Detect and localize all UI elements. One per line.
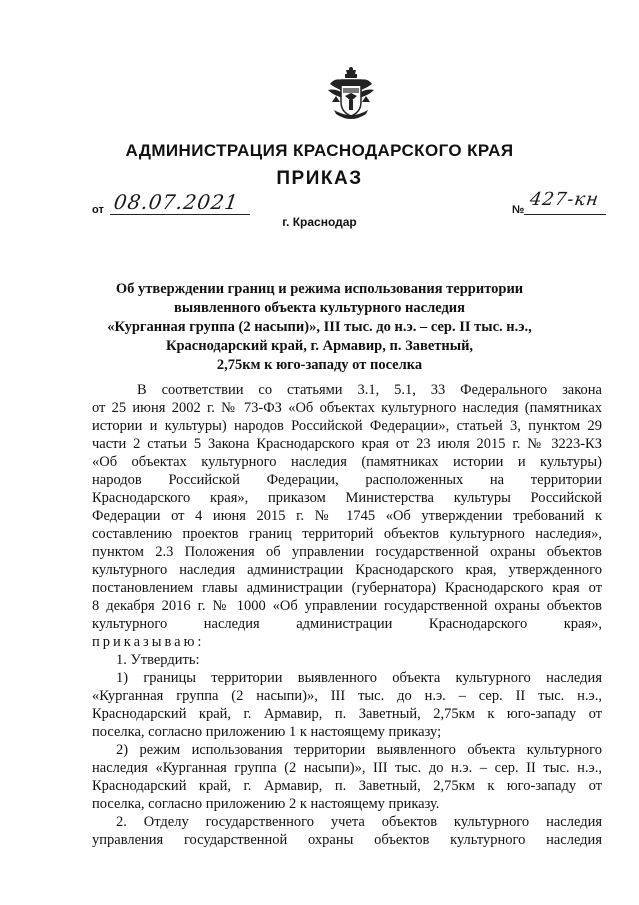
body-line: постановлением главы администрации (губернатора) Краснодарского края от	[92, 580, 602, 596]
title-line: 2,75км к юго-западу от поселка	[216, 357, 423, 373]
number-underline	[524, 214, 606, 215]
date-handwritten: 08.07.2021	[112, 190, 241, 214]
body-line: культурного наследия администрации Краснодарского края, утвержденного	[92, 562, 602, 578]
coat-of-arms-emblem	[326, 66, 376, 124]
title-line: Об утверждении границ и режима использования территории	[115, 281, 524, 297]
body-line: истории и культуры) народов Российской Федерации», статьей 3, пунктом 29	[92, 418, 602, 434]
body-line: 1. Утвердить:	[116, 652, 200, 668]
body-line: народов Российской Федерации, расположенных на территории	[92, 472, 602, 488]
body-line: от 25 июня 2002 г. № 73-ФЗ «Об объектах культурного наследия (памятниках	[92, 400, 602, 416]
title-line: выявленного объекта культурного наследия	[173, 300, 465, 316]
body-line: пунктом 2.3 Положения об управлении государственной охраны объектов	[92, 544, 602, 560]
body-line: составлению проектов границ территорий объектов культурного наследия»,	[92, 526, 602, 542]
title-line: Краснодарский край, г. Армавир, п. Заветный,	[165, 338, 474, 354]
body-line: 1) границы территории выявленного объекта культурного наследия	[116, 670, 602, 686]
body-line: поселка, согласно приложению 1 к настоящему приказу;	[92, 724, 442, 740]
body-line: Краснодарского края», приказом Министерства культуры Российской	[92, 490, 602, 506]
body-line: Краснодарский край, г. Армавир, п. Заветный, 2,75км к юго-западу от	[92, 706, 602, 722]
body-line: 8 декабря 2016 г. № 1000 «Об управлении государственной охраны объектов	[92, 598, 602, 614]
body-line: «Об объектах культурного наследия (памятниках истории и культуры)	[92, 454, 602, 470]
body-line: приказываю:	[92, 634, 205, 650]
body-line: поселка, согласно приложению 2 к настоящему приказу.	[92, 796, 440, 812]
body-line: управления государственной охраны объектов культурного наследия	[92, 832, 602, 848]
date-label: от	[92, 204, 104, 216]
city: г. Краснодар	[282, 215, 357, 229]
body-line: 2) режим использования территории выявленного объекта культурного	[116, 742, 602, 758]
body-line: наследия «Курганная группа (2 насыпи)», III тыс. до н.э. – сер. II тыс. н.э.,	[92, 760, 602, 776]
organization-name: АДМИНИСТРАЦИЯ КРАСНОДАРСКОГО КРАЯ	[125, 141, 514, 160]
document-title	[100, 280, 539, 375]
body-line: 2. Отделу государственного учета объектов культурного наследия	[116, 814, 602, 830]
body-line: культурного наследия администрации Краснодарского края»,	[92, 616, 602, 632]
body-line: части 2 статьи 5 Закона Краснодарского края от 23 июля 2015 г. № 3223-КЗ	[92, 436, 602, 452]
number-label: №	[512, 204, 525, 216]
title-line: «Курганная группа (2 насыпи)», III тыс. до н.э. – сер. II тыс. н.э.,	[107, 319, 532, 335]
number-handwritten: 427-кн	[528, 189, 601, 210]
body-line: В соответствии со статьями 3.1, 5.1, 33 Федерального закона	[137, 382, 602, 398]
document-type: ПРИКАЗ	[276, 168, 363, 189]
document-body	[92, 381, 602, 849]
body-line: Федерации от 4 июня 2015 г. № 1745 «Об утверждении требований к	[92, 508, 602, 524]
body-line: Краснодарский край, г. Армавир, п. Заветный, 2,75км к юго-западу от	[92, 778, 602, 794]
body-line: «Курганная группа (2 насыпи)», III тыс. до н.э. – сер. II тыс. н.э.,	[92, 688, 602, 704]
